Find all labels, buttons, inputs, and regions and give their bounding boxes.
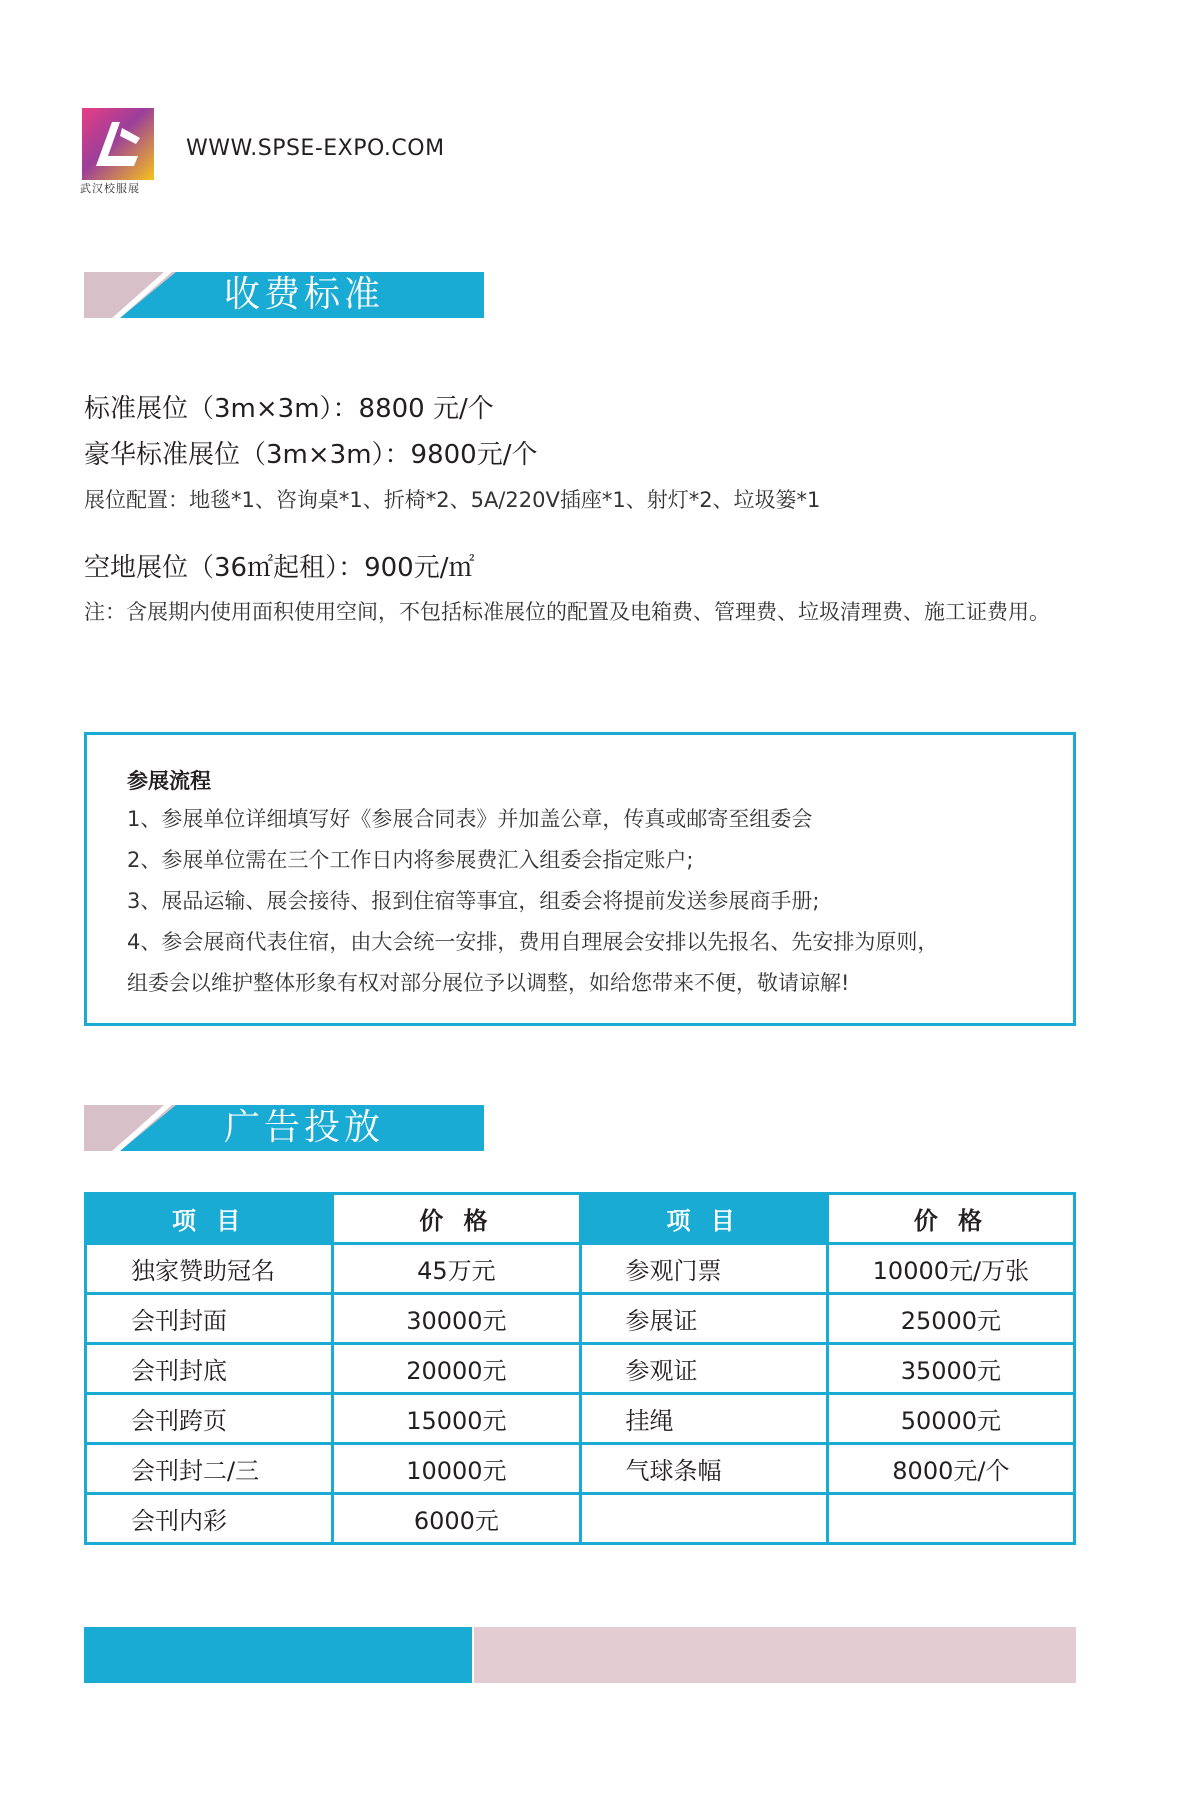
ad-section-banner bbox=[84, 1105, 484, 1151]
process-item: 1、参展单位详细填写好《参展合同表》并加盖公章，传真或邮寄至组委会 bbox=[127, 807, 813, 831]
footer-pink-bar bbox=[474, 1627, 1076, 1683]
price-cell: 10000元 bbox=[333, 1444, 580, 1494]
price-cell: 25000元 bbox=[827, 1294, 1074, 1344]
item-cell: 参展证 bbox=[580, 1294, 827, 1344]
price-cell: 20000元 bbox=[333, 1344, 580, 1394]
logo-caption: 武汉校服展 bbox=[80, 182, 140, 195]
process-box bbox=[84, 732, 1076, 1026]
item-cell: 参观证 bbox=[580, 1344, 827, 1394]
process-list bbox=[127, 799, 1047, 1004]
header-item: 项 目 bbox=[86, 1194, 333, 1244]
table-row bbox=[86, 1344, 1075, 1394]
price-cell: 6000元 bbox=[333, 1494, 580, 1544]
ad-price-table bbox=[84, 1192, 1076, 1545]
item-cell: 挂绳 bbox=[580, 1394, 827, 1444]
table-row bbox=[86, 1444, 1075, 1494]
item-cell: 会刊封面 bbox=[86, 1294, 333, 1344]
item-cell: 会刊封二/三 bbox=[86, 1444, 333, 1494]
standard-booth-price: 标准展位（3m×3m）：8800 元/个 bbox=[84, 394, 494, 424]
header-price: 价 格 bbox=[333, 1194, 580, 1244]
site-url[interactable]: WWW.SPSE-EXPO.COM bbox=[186, 136, 445, 161]
raw-space-price: 空地展位（36㎡起租）：900元/㎡ bbox=[84, 553, 475, 583]
price-cell: 30000元 bbox=[333, 1294, 580, 1344]
process-item: 3、展品运输、展会接待、报到住宿等事宜，组委会将提前发送参展商手册; bbox=[127, 889, 820, 913]
item-cell bbox=[580, 1494, 827, 1544]
table-row bbox=[86, 1244, 1075, 1294]
price-cell bbox=[827, 1494, 1074, 1544]
luxury-booth-price: 豪华标准展位（3m×3m）：9800元/个 bbox=[84, 440, 538, 470]
process-item: 组委会以维护整体形象有权对部分展位予以调整，如给您带来不便，敬请谅解! bbox=[127, 971, 850, 995]
process-title: 参展流程 bbox=[127, 769, 211, 793]
expo-logo bbox=[82, 108, 154, 180]
item-cell: 会刊封底 bbox=[86, 1344, 333, 1394]
price-cell: 8000元/个 bbox=[827, 1444, 1074, 1494]
footer-blue-bar bbox=[84, 1627, 472, 1683]
item-cell: 会刊跨页 bbox=[86, 1394, 333, 1444]
ad-section-title: 广告投放 bbox=[224, 1107, 385, 1148]
item-cell: 参观门票 bbox=[580, 1244, 827, 1294]
table-header-row bbox=[86, 1194, 1075, 1244]
fee-section-title: 收费标准 bbox=[224, 274, 385, 315]
price-cell: 10000元/万张 bbox=[827, 1244, 1074, 1294]
table-row bbox=[86, 1294, 1075, 1344]
item-cell: 独家赞助冠名 bbox=[86, 1244, 333, 1294]
table-row bbox=[86, 1394, 1075, 1444]
price-cell: 45万元 bbox=[333, 1244, 580, 1294]
header-item: 项 目 bbox=[580, 1194, 827, 1244]
item-cell: 气球条幅 bbox=[580, 1444, 827, 1494]
price-cell: 35000元 bbox=[827, 1344, 1074, 1394]
header-price: 价 格 bbox=[827, 1194, 1074, 1244]
process-item: 4、参会展商代表住宿，由大会统一安排，费用自理展会安排以先报名、先安排为原则， bbox=[127, 930, 939, 954]
fee-note: 注：含展期内使用面积使用空间，不包括标准展位的配置及电箱费、管理费、垃圾清理费、施工证费用。 bbox=[84, 600, 1050, 624]
fee-section-banner bbox=[84, 272, 484, 318]
table-row bbox=[86, 1494, 1075, 1544]
process-item: 2、参展单位需在三个工作日内将参展费汇入组委会指定账户; bbox=[127, 848, 694, 872]
item-cell: 会刊内彩 bbox=[86, 1494, 333, 1544]
booth-config: 展位配置：地毯*1、咨询桌*1、折椅*2、5A/220V插座*1、射灯*2、垃圾篓*1 bbox=[84, 488, 821, 512]
price-cell: 15000元 bbox=[333, 1394, 580, 1444]
price-cell: 50000元 bbox=[827, 1394, 1074, 1444]
